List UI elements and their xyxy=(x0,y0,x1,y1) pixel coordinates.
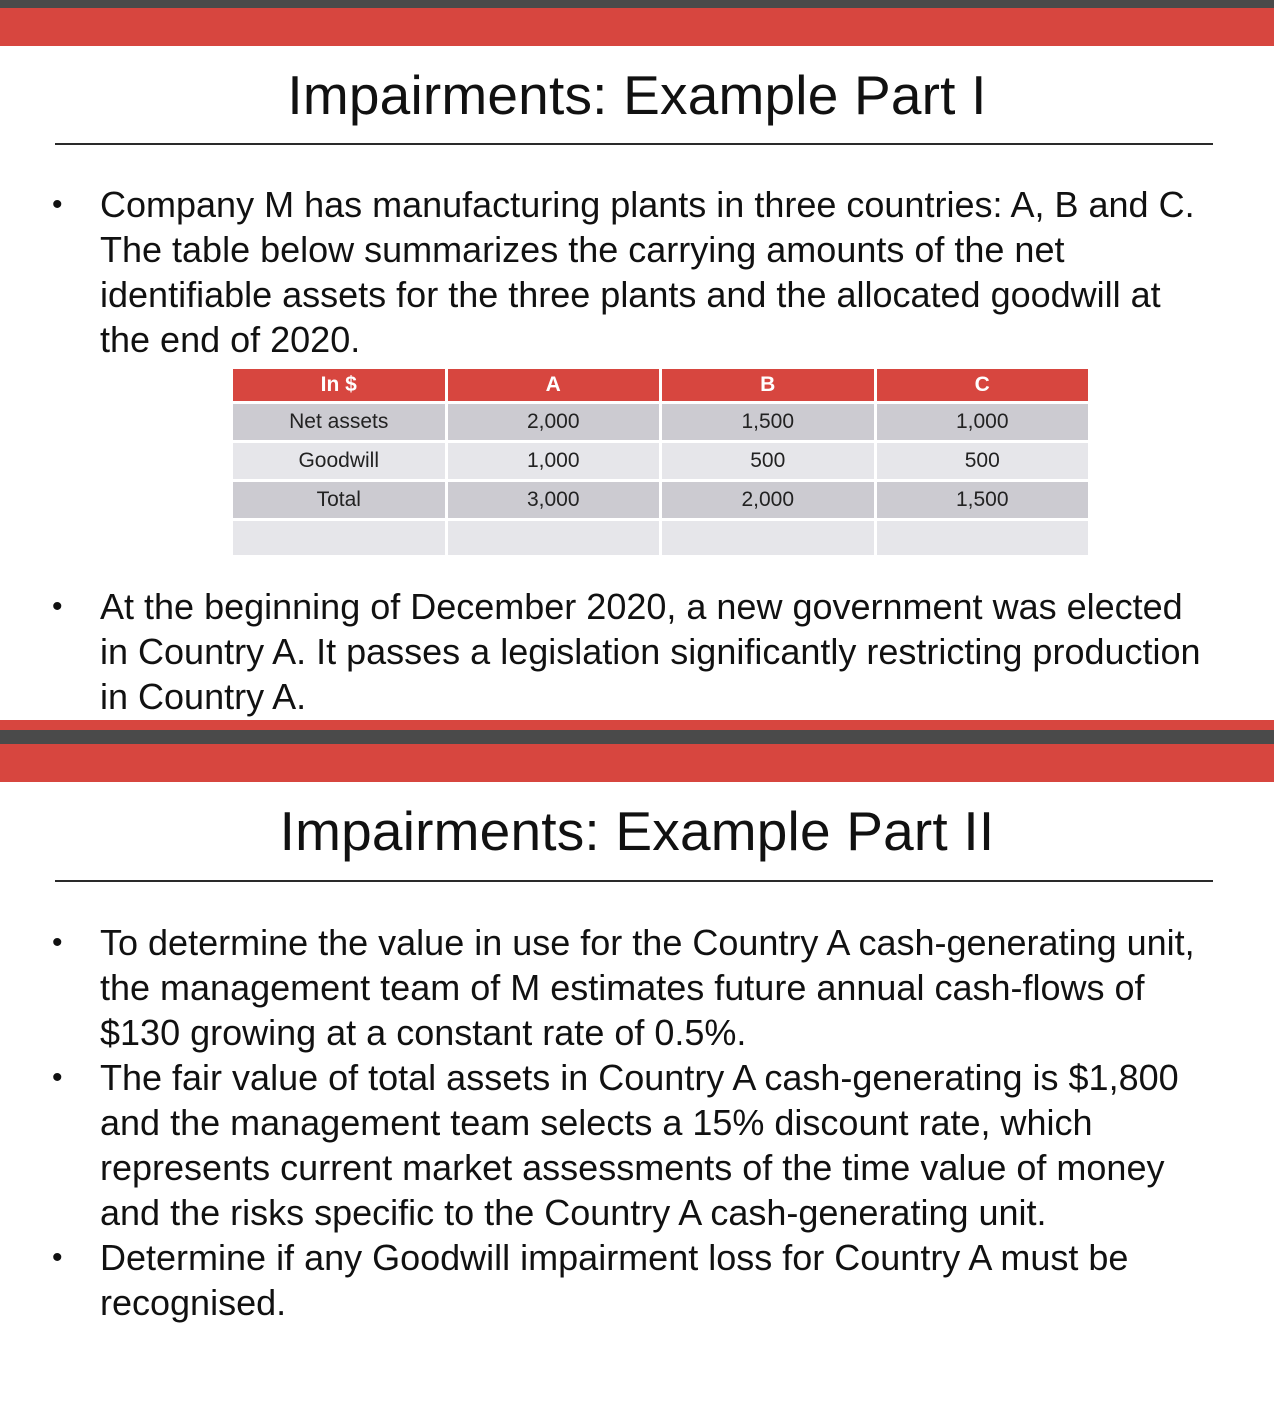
table-cell: 3,000 xyxy=(448,482,660,518)
slide2-title: Impairments: Example Part II xyxy=(279,800,995,862)
slide1-bullet-2: • At the beginning of December 2020, a new government was elected in Country A. It passes a legislation significantly restricting production in Country A. xyxy=(52,586,1201,717)
table-cell: Goodwill xyxy=(233,443,445,479)
slide1-title-rule xyxy=(55,143,1213,145)
bullet-dot-icon: • xyxy=(52,188,63,221)
table-header-cell: C xyxy=(877,369,1089,401)
table-cell-empty xyxy=(662,521,874,555)
slide2-bullet-3: • Determine if any Goodwill impairment loss for Country A must be recognised. xyxy=(52,1237,1129,1323)
table-empty-row xyxy=(233,521,1088,555)
slide1-bullet-list-2 xyxy=(0,584,1274,719)
table-header-cell: B xyxy=(662,369,874,401)
top-dark-bar xyxy=(0,0,1274,8)
table-cell-empty xyxy=(877,521,1089,555)
slide2-bullet-1: • To determine the value in use for the Country A cash-generating unit, the management team of M estimates future annual cash-flows of $130 growing at a constant rate of 0.5%. xyxy=(52,922,1195,1053)
table-cell: 1,500 xyxy=(662,404,874,440)
slide2-title-rule xyxy=(55,880,1213,882)
slide1-bullet-1: • Company M has manufacturing plants in three countries: A, B and C. The table below summarizes the carrying amounts of the net identifiable assets for the three plants and the allocated goodwill at the end of 2020. xyxy=(52,184,1195,360)
table-cell: Net assets xyxy=(233,404,445,440)
assets-table xyxy=(230,366,1091,558)
table-cell: Total xyxy=(233,482,445,518)
table-row xyxy=(233,482,1088,518)
slide2-bullet-list xyxy=(0,920,1274,1325)
table-cell: 2,000 xyxy=(662,482,874,518)
divider-red-bar-top xyxy=(0,720,1274,730)
table-cell: 500 xyxy=(662,443,874,479)
table-cell-empty xyxy=(233,521,445,555)
bullet-dot-icon: • xyxy=(52,590,63,623)
table-cell-empty xyxy=(448,521,660,555)
top-red-bar xyxy=(0,8,1274,46)
bullet-dot-icon: • xyxy=(52,926,63,959)
table-cell: 1,000 xyxy=(448,443,660,479)
table-row xyxy=(233,443,1088,479)
table-cell: 1,500 xyxy=(877,482,1089,518)
table-header-cell: A xyxy=(448,369,660,401)
bullet-dot-icon: • xyxy=(52,1061,63,1094)
divider-dark-bar xyxy=(0,730,1274,744)
table-cell: 2,000 xyxy=(448,404,660,440)
table-header-row xyxy=(233,369,1088,401)
table-header-cell: In $ xyxy=(233,369,445,401)
slide1-bullet-list-1 xyxy=(0,182,1274,362)
table-cell: 1,000 xyxy=(877,404,1089,440)
divider-red-bar xyxy=(0,744,1274,782)
slide1-title: Impairments: Example Part I xyxy=(287,64,987,126)
table-cell: 500 xyxy=(877,443,1089,479)
table-row xyxy=(233,404,1088,440)
slide2-bullet-2: • The fair value of total assets in Country A cash-generating is $1,800 and the management team selects a 15% discount rate, which represents current market assessments of the time value of money and the risks specific to the Country A cash-generating unit. xyxy=(52,1057,1179,1233)
bullet-dot-icon: • xyxy=(52,1241,63,1274)
